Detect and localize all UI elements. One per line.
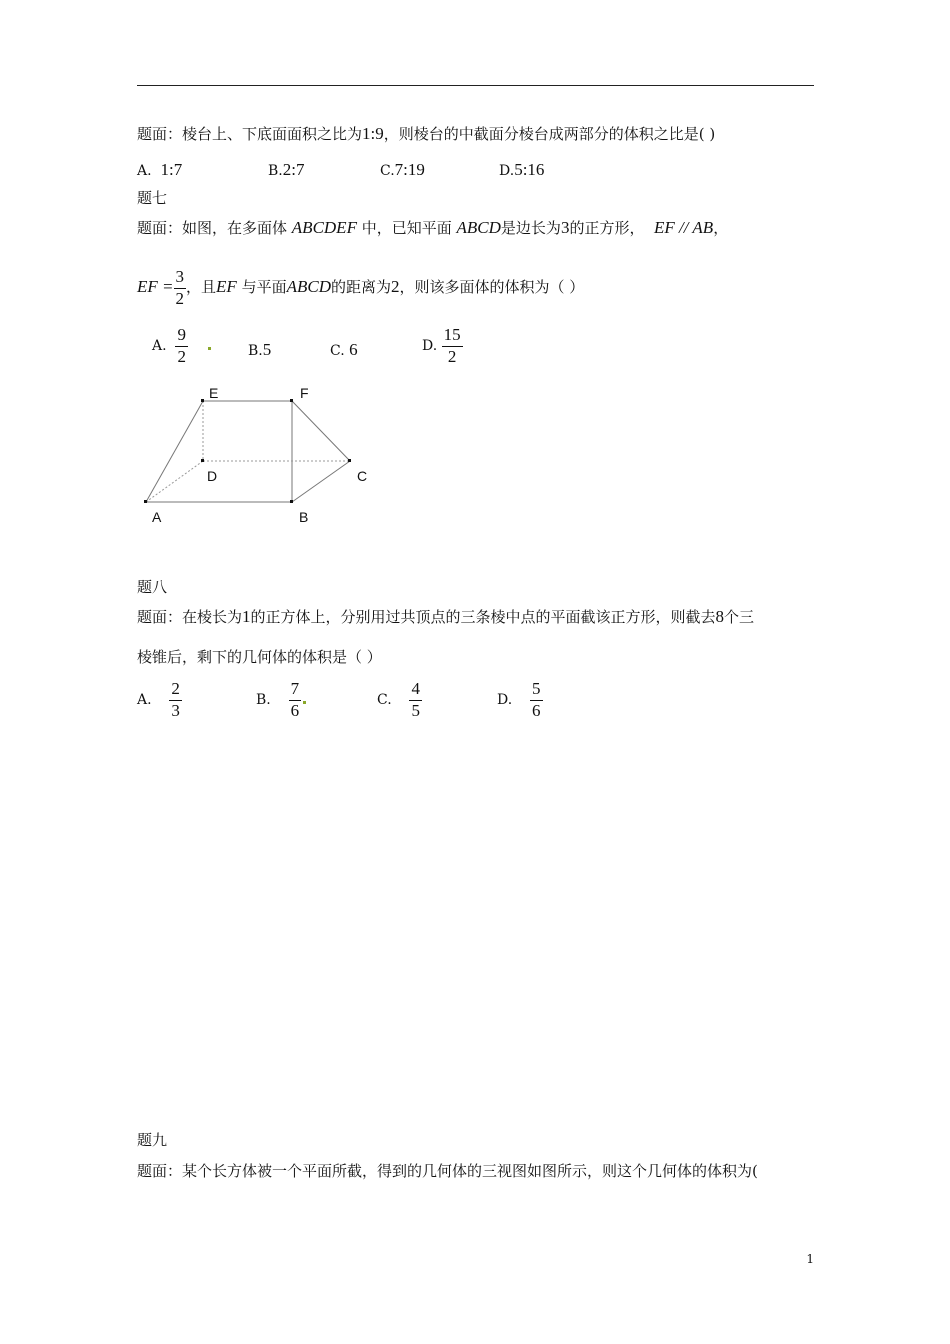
- stray-mark: [303, 701, 306, 704]
- q7-option-a: A. $\frac{9}{2}$: [152, 326, 211, 366]
- vertex-c: [348, 459, 351, 462]
- label-a: A: [152, 509, 162, 525]
- stray-mark: [208, 347, 211, 350]
- q7-title: 题七: [137, 189, 168, 207]
- label-b: B: [299, 509, 309, 525]
- q6-stem: 题面：棱台上、下底面面积之比为1:9，则棱台的中截面分棱台成两部分的体积之比是( ): [137, 124, 716, 143]
- edge-bc: [292, 461, 350, 502]
- q7-stem-line1: 题面：如图，在多面体 ABCDEF 中，已知平面 ABCD是边长为3的正方形， EF // AB，: [137, 218, 729, 237]
- header-rule: [137, 85, 814, 86]
- label-f: F: [300, 385, 309, 401]
- q8-stem-line1: 题面：在棱长为1的正方体上，分别用过共顶点的三条棱中点的平面截该正方形，则截去8个三: [137, 607, 755, 626]
- q8-option-c: C. $\frac{4}{5}$: [377, 679, 420, 720]
- vertex-d: [201, 459, 204, 462]
- q7-option-d: D. $\frac{15}{2}$: [422, 325, 461, 366]
- q7-option-c: C. 6: [330, 340, 358, 359]
- edge-ad-hidden: [146, 461, 203, 502]
- label-e: E: [209, 385, 219, 401]
- vertex-f: [290, 399, 293, 402]
- edge-fc: [292, 401, 350, 461]
- edge-ae: [146, 401, 203, 502]
- q8-option-b: B. $\frac{7}{6}$: [256, 680, 306, 720]
- vertex-e: [201, 399, 204, 402]
- q7-option-b: B.5: [248, 340, 272, 359]
- q8-option-d: D. $\frac{5}{6}$: [497, 679, 541, 720]
- q7-stem-line2: EF = $\frac{3}{2}$ ，且EF 与平面ABCD的距离为2，则该多面体的体积为（ ）: [137, 267, 585, 308]
- q8-stem-line2: 棱锥后，剩下的几何体的体积是（ ）: [137, 648, 382, 666]
- q9-stem: 题面：某个长方体被一个平面所截，得到的几何体的三视图如图所示，则这个几何体的体积为(: [137, 1162, 758, 1180]
- q8-title: 题八: [137, 578, 168, 596]
- label-d: D: [207, 468, 218, 484]
- vertex-a: [144, 500, 147, 503]
- q6-ratio: 1:9: [362, 124, 384, 143]
- q6-option-a: A. 1:7: [137, 160, 183, 179]
- q6-option-c: C.7:19: [380, 160, 425, 179]
- page-number: 1: [806, 1252, 814, 1266]
- q7-ef-fraction: $\frac{3}{2}$: [175, 267, 184, 308]
- q6-option-b: B.2:7: [268, 160, 305, 179]
- q6-option-d: D.5:16: [499, 160, 545, 179]
- polyhedron-figure: [137, 380, 387, 530]
- q8-option-a: A. $\frac{2}{3}$: [137, 679, 180, 720]
- label-c: C: [357, 468, 368, 484]
- vertex-b: [290, 500, 293, 503]
- q9-title: 题九: [137, 1131, 168, 1149]
